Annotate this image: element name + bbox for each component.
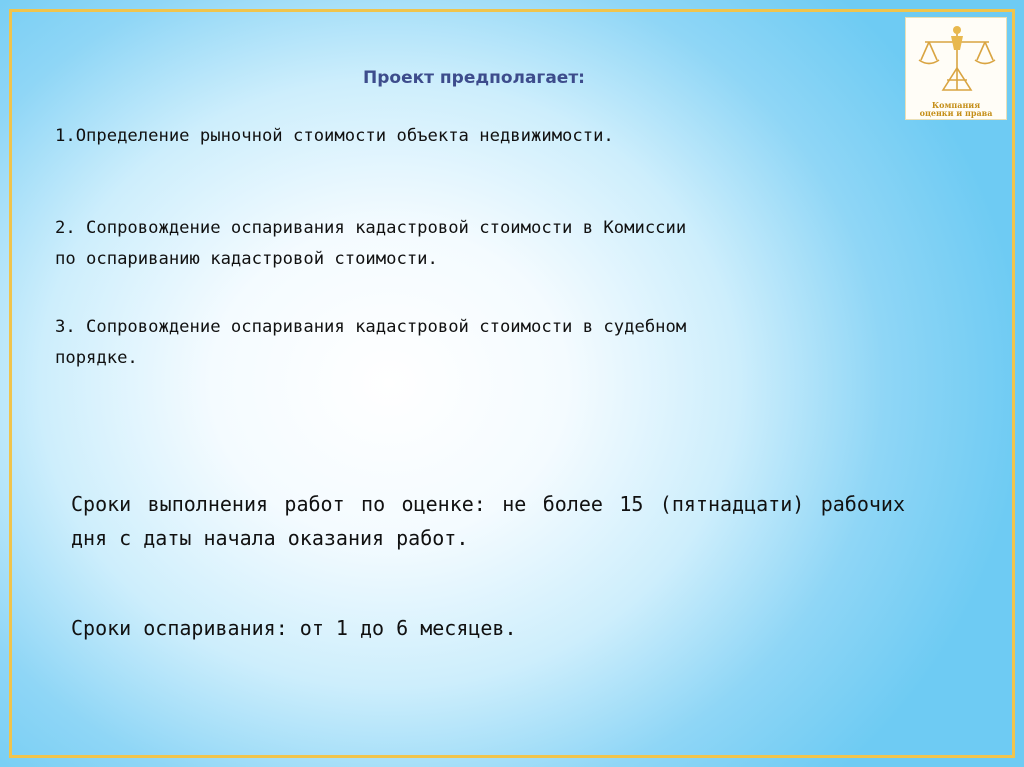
list-item-line: по оспариванию кадастровой стоимости. [55,249,438,269]
list-item [55,121,614,152]
slide-title: Проект предполагает: [363,68,585,88]
list-item-line: 1.Определение рыночной стоимости объекта недвижимости. [55,126,614,146]
scales-of-justice-icon [907,20,1007,102]
dispute-terms-paragraph: Сроки оспаривания: от 1 до 6 месяцев. [71,616,517,640]
list-item-line: порядке. [55,348,138,368]
list-item [55,312,686,374]
list-item [55,213,686,275]
work-terms-paragraph: Сроки выполнения работ по оценке: не более 15 (пятнадцати) рабочих дня с даты начала оказания работ. [71,492,905,550]
list-item-line: 2. Сопровождение оспаривания кадастровой стоимости в Комиссии [55,218,687,238]
company-logo [905,17,1007,120]
logo-caption-line-2: оценки и права [919,108,993,118]
logo-caption [906,101,1006,117]
list-item-line: 3. Сопровождение оспаривания кадастровой стоимости в судебном [55,317,687,337]
logo-caption-line-1: Компания [931,100,981,110]
